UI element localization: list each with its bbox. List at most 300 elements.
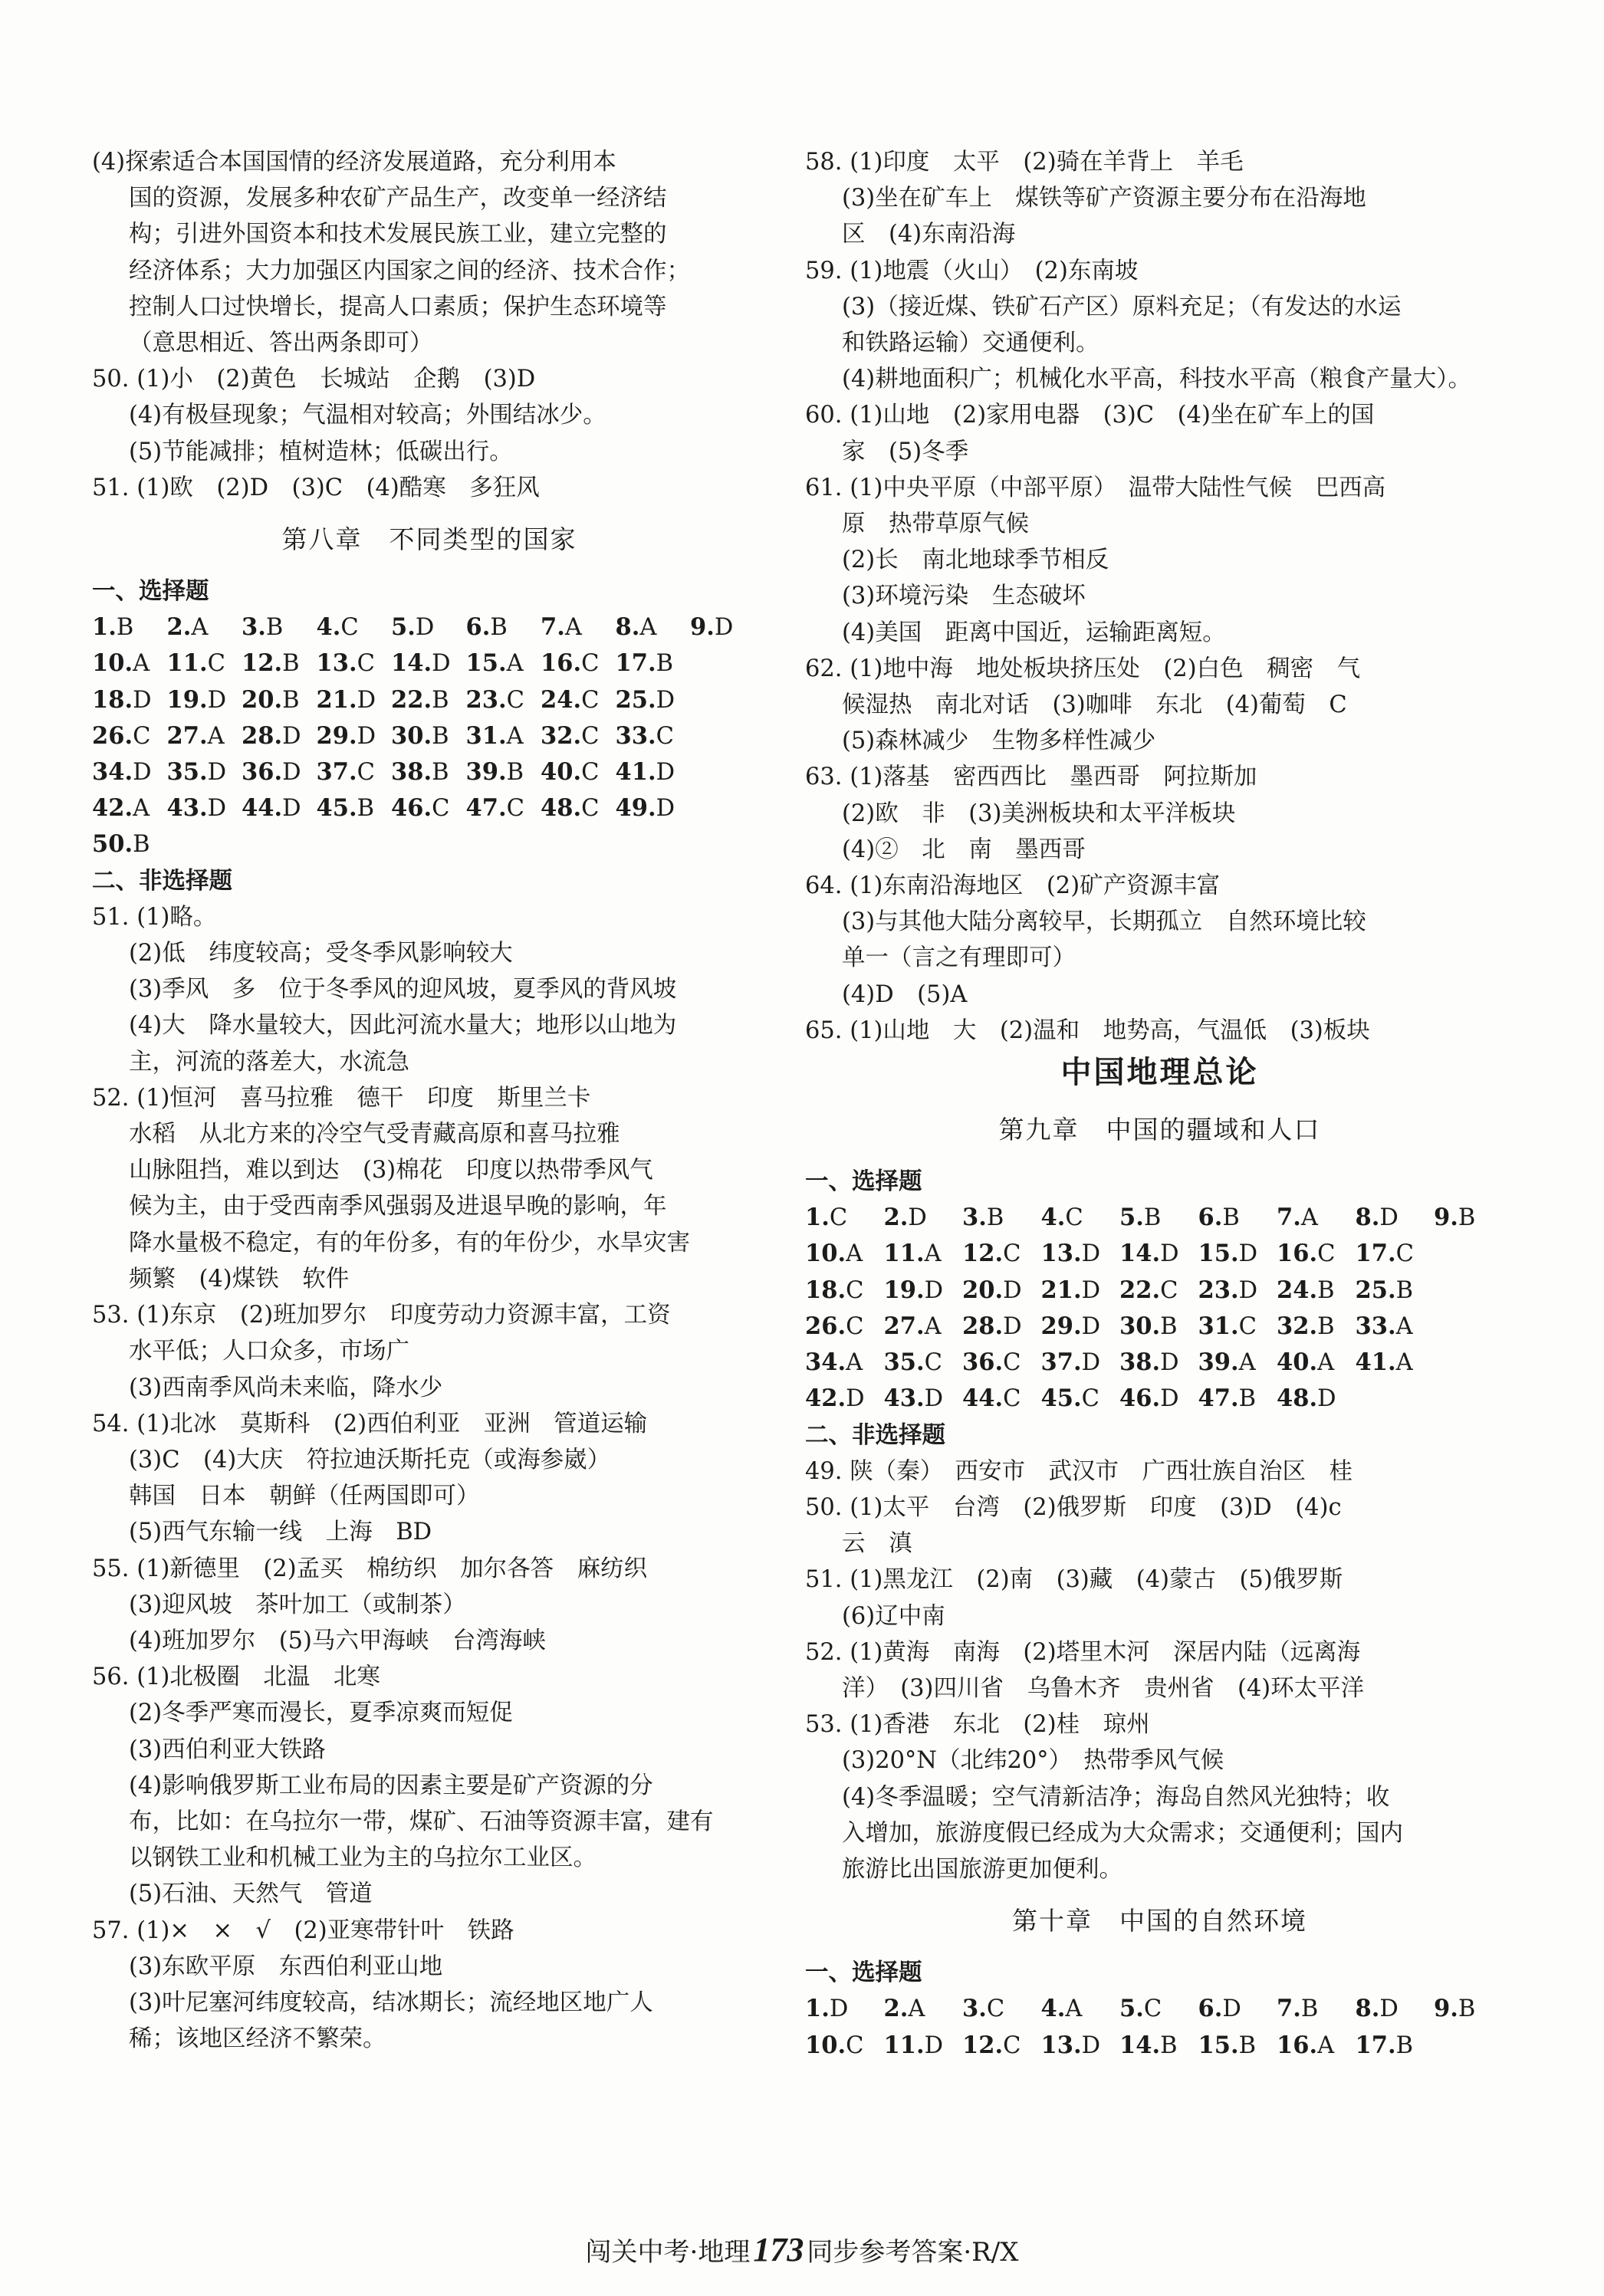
left-column (92, 144, 767, 2057)
choice-answer (884, 2028, 963, 2064)
question-number: 14. (1119, 2031, 1161, 2059)
question-lead: 62. (1)地中海 地处板块挤压处 (2)白色 稠密 气 (805, 655, 1361, 682)
answer-letter: D (1379, 1995, 1399, 2023)
answer-letter: D (1222, 1995, 1241, 2023)
choice-answer (884, 1273, 963, 1309)
answer-line: 稀；该地区经济不繁荣。 (129, 2025, 386, 2053)
question-number: 11. (883, 2031, 925, 2059)
question-number: 42. (92, 794, 133, 823)
choice-answer (1119, 1345, 1198, 1381)
choice-answer (1356, 1236, 1435, 1272)
choice-answer (92, 718, 167, 754)
answer-line: (3)20°N（北纬20°） 热带季风气候 (842, 1747, 1224, 1775)
answer-letter: C (846, 2032, 864, 2059)
answer-letter: D (207, 686, 227, 714)
answer-letter: C (340, 614, 359, 642)
question-number: 14. (1119, 1240, 1161, 1268)
question-number: 8. (1355, 1995, 1380, 2023)
section-heading: 一、选择题 (92, 578, 209, 606)
choice-answer (1277, 1991, 1356, 2027)
answer-letter: D (924, 2032, 944, 2059)
choice-answer (616, 609, 691, 645)
choice-answer (884, 1345, 963, 1381)
choice-answer (1356, 1200, 1435, 1236)
choice-row (805, 1309, 1514, 1345)
answer-line: 主，河流的落差大，水流急 (129, 1048, 409, 1076)
choice-answer (1119, 1381, 1198, 1417)
answer-letter: A (133, 650, 150, 678)
answer-letter: D (133, 759, 152, 787)
choice-answer (805, 1381, 884, 1417)
answer-letter: B (432, 722, 449, 750)
question-lead: 58. (1)印度 太平 (2)骑在羊背上 羊毛 (805, 149, 1244, 176)
answer-line: (5)节能减排；植树造林；低碳出行。 (129, 438, 513, 465)
choice-answer (1277, 1200, 1356, 1236)
choice-answer (962, 1345, 1041, 1381)
question-number: 18. (805, 1276, 846, 1304)
question-number: 4. (1040, 1995, 1066, 2023)
answer-line: 以钢铁工业和机械工业为主的乌拉尔工业区。 (129, 1844, 597, 1872)
question-number: 18. (92, 685, 133, 714)
question-number: 27. (883, 1312, 925, 1340)
answer-letter: C (432, 795, 450, 823)
answer-letter: D (415, 614, 435, 642)
question-number: 2. (883, 1204, 909, 1232)
choice-answer (317, 790, 392, 826)
answer-line: (5)森林减少 生物多样性减少 (842, 728, 1156, 755)
answer-line: 构；引进外国资本和技术发展民族工业，建立完整的 (129, 221, 667, 248)
question-number: 26. (805, 1312, 846, 1340)
question-number: 43. (883, 1384, 925, 1413)
answer-letter: C (986, 1995, 1005, 2023)
question-number: 1. (92, 613, 117, 642)
choice-answer (962, 1236, 1041, 1272)
question-number: 6. (1198, 1204, 1223, 1232)
question-number: 22. (391, 685, 432, 714)
choice-answer (92, 645, 167, 682)
answer-letter: B (1238, 2032, 1256, 2059)
question-lead: 64. (1)东南沿海地区 (2)矿产资源丰富 (805, 872, 1221, 900)
answer-letter: A (1238, 1349, 1256, 1377)
choice-answer (1041, 1381, 1120, 1417)
choice-answer (1198, 1200, 1277, 1236)
answer-letter: B (1222, 1204, 1240, 1232)
answer-letter: C (133, 722, 151, 750)
question-number: 44. (962, 1384, 1004, 1413)
answer-letter: A (908, 1995, 925, 2023)
question-number: 3. (962, 1995, 987, 2023)
section-heading: 一、选择题 (805, 1959, 922, 1987)
answer-line: (2)欧 非 (3)美洲板块和太平洋板块 (842, 800, 1236, 827)
choice-answer (805, 1200, 884, 1236)
answer-letter: A (1395, 1312, 1413, 1340)
answer-line: (2)低 纬度较高；受冬季风影响较大 (129, 940, 513, 967)
choice-row (92, 754, 767, 790)
question-number: 20. (242, 685, 283, 714)
choice-answer (805, 1236, 884, 1272)
question-number: 17. (1355, 1240, 1396, 1268)
answer-letter: D (133, 686, 152, 714)
question-number: 2. (883, 1995, 909, 2023)
choice-answer (1119, 1273, 1198, 1309)
answer-line: (4)班加罗尔 (5)马六甲海峡 台湾海峡 (129, 1627, 546, 1654)
answer-line: 单一（言之有理即可） (842, 944, 1076, 972)
footer-subtitle: 同步参考答案·R/X (807, 2237, 1019, 2268)
choice-answer (1198, 2028, 1277, 2064)
answer-letter: B (1317, 1312, 1335, 1340)
question-number: 7. (1277, 1204, 1301, 1232)
question-number: 41. (615, 758, 656, 787)
answer-line: (3)坐在矿车上 煤铁等矿产资源主要分布在沿海地 (842, 185, 1366, 212)
answer-letter: C (207, 650, 225, 678)
question-lead: 50. (1)太平 台湾 (2)俄罗斯 印度 (3)D (4)c (805, 1493, 1342, 1521)
choice-answer (391, 718, 466, 754)
answer-letter: D (282, 759, 301, 787)
answer-letter: D (924, 1276, 944, 1304)
answer-letter: D (1379, 1204, 1399, 1232)
choice-answer (616, 754, 691, 790)
answer-line: (4)美国 距离中国近，运输距离短。 (842, 619, 1226, 646)
answer-letter: A (564, 614, 582, 642)
section-heading: 一、选择题 (805, 1168, 922, 1196)
question-number: 5. (1119, 1204, 1144, 1232)
answer-line: 旅游比出国旅游更加便利。 (842, 1855, 1122, 1883)
choice-answer (805, 1991, 884, 2027)
question-number: 46. (391, 794, 432, 823)
choice-answer (466, 609, 541, 645)
answer-line: (4)冬季温暖；空气清新洁净；海岛自然风光独特；收 (842, 1783, 1390, 1811)
choice-answer (616, 790, 691, 826)
choice-answer (167, 790, 242, 826)
answer-line: (4)大 降水量较大，因此河流水量大；地形以山地为 (129, 1012, 677, 1040)
question-number: 12. (962, 1240, 1004, 1268)
choice-answer (1119, 1309, 1198, 1345)
answer-letter: C (357, 759, 375, 787)
question-lead: 59. (1)地震（火山） (2)东南坡 (805, 257, 1139, 284)
answer-letter: D (846, 1385, 865, 1413)
question-number: 24. (541, 685, 582, 714)
answer-line: 候湿热 南北对话 (3)咖啡 东北 (4)葡萄 C (842, 691, 1347, 719)
question-number: 4. (1040, 1204, 1066, 1232)
answer-letter: D (1317, 1385, 1336, 1413)
question-number: 16. (1277, 2031, 1318, 2059)
question-number: 1. (805, 1204, 830, 1232)
choice-answer (1198, 1381, 1277, 1417)
choice-answer (466, 790, 541, 826)
question-number: 27. (166, 721, 208, 750)
choice-answer (1277, 1345, 1356, 1381)
question-number: 36. (962, 1348, 1004, 1377)
answer-letter: D (357, 686, 376, 714)
answer-line: 和铁路运输）交通便利。 (842, 330, 1099, 357)
answer-letter: A (1317, 2032, 1335, 2059)
question-lead: 54. (1)北冰 莫斯科 (2)西伯利亚 亚洲 管道运输 (92, 1410, 648, 1437)
choice-answer (541, 682, 616, 718)
answer-letter: A (1395, 1349, 1413, 1377)
answer-letter: B (357, 795, 374, 823)
choice-answer (242, 718, 317, 754)
answer-letter: D (829, 1995, 849, 2023)
question-number: 33. (615, 721, 656, 750)
question-number: 11. (883, 1240, 925, 1268)
answer-letter: C (581, 795, 600, 823)
answer-line: 布，比如：在乌拉尔一带，煤矿、石油等资源丰富，建有 (129, 1808, 714, 1835)
answer-letter: B (265, 614, 284, 642)
question-number: 36. (242, 758, 283, 787)
answer-line: 家 (5)冬季 (842, 438, 969, 465)
answer-letter: B (1395, 1276, 1413, 1304)
choice-answer (1198, 1991, 1277, 2027)
choice-answer (1198, 1345, 1277, 1381)
question-number: 8. (1355, 1204, 1380, 1232)
choice-answer (1041, 1200, 1120, 1236)
answer-line: 入增加，旅游度假已经成为大众需求；交通便利；国内 (842, 1819, 1403, 1847)
choice-answer (466, 645, 541, 682)
answer-letter: A (1065, 1995, 1083, 2023)
question-number: 1. (805, 1995, 830, 2023)
question-number: 2. (166, 613, 192, 642)
choice-answer (317, 682, 392, 718)
answer-letter: B (490, 614, 508, 642)
question-number: 31. (1198, 1312, 1239, 1340)
answer-line: 洋） (3)四川省 乌鲁木齐 贵州省 (4)环太平洋 (842, 1674, 1365, 1702)
question-lead: 49. 陕（秦） 西安市 武汉市 广西壮族自治区 桂 (805, 1457, 1353, 1485)
choice-answer (466, 682, 541, 718)
question-number: 6. (465, 613, 491, 642)
choice-answer (167, 754, 242, 790)
question-number: 45. (1040, 1384, 1082, 1413)
answer-letter: B (116, 614, 134, 642)
question-lead: 53. (1)香港 东北 (2)桂 琼州 (805, 1711, 1150, 1739)
answer-letter: D (1003, 1312, 1022, 1340)
answer-letter: C (1003, 1385, 1021, 1413)
answer-line: 候为主，由于受西南季风强弱及进退早晚的影响，年 (129, 1193, 667, 1220)
choice-row (805, 1345, 1514, 1381)
answer-letter: D (924, 1385, 944, 1413)
choice-answer (317, 754, 392, 790)
section-heading: 二、非选择题 (92, 867, 232, 895)
question-number: 32. (1277, 1312, 1318, 1340)
choice-answer (92, 754, 167, 790)
answer-letter: B (133, 831, 150, 859)
question-number: 38. (1119, 1348, 1161, 1377)
choice-answer (1277, 2028, 1356, 2064)
question-number: 34. (92, 758, 133, 787)
question-number: 39. (465, 758, 507, 787)
answer-line: 经济体系；大力加强区内国家之间的经济、技术合作； (129, 257, 690, 284)
answer-letter: B (1458, 1204, 1476, 1232)
answer-letter: C (1395, 1240, 1414, 1268)
question-number: 50. (92, 830, 133, 859)
choice-answer (1119, 1991, 1198, 2027)
answer-letter: D (1160, 1385, 1179, 1413)
choice-answer (317, 609, 392, 645)
question-number: 11. (166, 649, 208, 678)
choice-row (92, 609, 767, 645)
choice-answer (167, 682, 242, 718)
answer-letter: C (581, 759, 600, 787)
question-number: 37. (1040, 1348, 1082, 1377)
question-number: 46. (1119, 1384, 1161, 1413)
question-number: 13. (316, 649, 357, 678)
answer-line: (3)迎风坡 茶叶加工（或制茶） (129, 1591, 466, 1618)
answer-letter: A (924, 1312, 942, 1340)
choice-answer (1356, 1991, 1435, 2027)
question-number: 12. (962, 2031, 1004, 2059)
answer-letter: B (432, 686, 449, 714)
choice-row (805, 1236, 1514, 1272)
answer-letter: D (1160, 1240, 1179, 1268)
choice-answer (616, 718, 691, 754)
answer-letter: D (432, 650, 451, 678)
answer-letter: B (986, 1204, 1004, 1232)
choice-answer (1356, 1345, 1435, 1381)
answer-letter: A (639, 614, 657, 642)
choice-answer (242, 682, 317, 718)
answer-letter: C (1003, 2032, 1021, 2059)
answer-letter: D (714, 614, 734, 642)
answer-line: (5)石油、天然气 管道 (129, 1880, 373, 1908)
choice-answer (1198, 1236, 1277, 1272)
question-number: 37. (316, 758, 357, 787)
answer-line: (3)西南季风尚未来临，降水少 (129, 1374, 443, 1401)
answer-letter: D (1081, 2032, 1101, 2059)
question-number: 19. (883, 1276, 925, 1304)
choice-answer (962, 1309, 1041, 1345)
answer-line: (4)有极昼现象；气温相对较高；外围结冰少。 (129, 402, 606, 429)
answer-letter: C (357, 650, 375, 678)
choice-answer (1041, 1236, 1120, 1272)
choice-answer (805, 1309, 884, 1345)
answer-line: (3)东欧平原 东西伯利亚山地 (129, 1953, 443, 1980)
choice-answer (962, 2028, 1041, 2064)
answer-letter: B (1395, 2032, 1413, 2059)
question-lead: 55. (1)新德里 (2)孟买 棉纺织 加尔各答 麻纺织 (92, 1555, 648, 1582)
question-number: 29. (316, 721, 357, 750)
choice-row (805, 1991, 1514, 2027)
answer-letter: C (829, 1204, 848, 1232)
answer-letter: A (924, 1240, 942, 1268)
question-number: 17. (1355, 2031, 1396, 2059)
choice-row (92, 718, 767, 754)
question-number: 23. (465, 685, 507, 714)
question-lead: 50. (1)小 (2)黄色 长城站 企鹅 (3)D (92, 366, 536, 393)
choice-answer (884, 1309, 963, 1345)
question-number: 10. (805, 2031, 846, 2059)
question-number: 40. (1277, 1348, 1318, 1377)
question-number: 8. (615, 613, 640, 642)
choice-answer (317, 718, 392, 754)
question-number: 38. (391, 758, 432, 787)
answer-line: (3)叶尼塞河纬度较高，结冰期长；流经地区地广人 (129, 1989, 653, 2016)
answer-letter: D (1238, 1240, 1258, 1268)
choice-answer (167, 718, 242, 754)
answer-letter: C (1317, 1240, 1336, 1268)
answer-letter: D (282, 722, 301, 750)
question-number: 19. (166, 685, 208, 714)
answer-line: (6)辽中南 (842, 1602, 945, 1630)
choice-answer (391, 609, 466, 645)
question-number: 16. (541, 649, 582, 678)
question-number: 21. (1040, 1276, 1082, 1304)
chapter-title: 第十章 中国的自然环境 (1012, 1906, 1307, 1936)
answer-letter: B (282, 650, 300, 678)
answer-letter: D (656, 795, 675, 823)
answer-letter: C (1238, 1312, 1257, 1340)
answer-line: 山脉阻挡，难以到达 (3)棉花 印度以热带季风气 (129, 1157, 653, 1184)
answer-letter: B (1300, 1995, 1319, 2023)
answer-line: 频繁 (4)煤铁 软件 (129, 1265, 350, 1293)
choice-answer (1277, 1236, 1356, 1272)
question-lead: 60. (1)山地 (2)家用电器 (3)C (4)坐在矿车上的国 (805, 402, 1375, 429)
question-number: 41. (1355, 1348, 1396, 1377)
question-number: 14. (391, 649, 432, 678)
page-number: 173 (753, 2231, 804, 2268)
answer-letter: B (1238, 1385, 1256, 1413)
choice-answer (1198, 1309, 1277, 1345)
answer-letter: B (1317, 1276, 1335, 1304)
answer-letter: D (908, 1204, 927, 1232)
choice-answer (1041, 1273, 1120, 1309)
choice-answer (541, 609, 616, 645)
question-number: 48. (541, 794, 582, 823)
question-number: 47. (1198, 1384, 1239, 1413)
answer-letter: C (581, 686, 600, 714)
question-lead: 56. (1)北极圈 北温 北寒 (92, 1664, 380, 1691)
choice-answer (962, 1273, 1041, 1309)
question-number: 3. (962, 1204, 987, 1232)
choice-row (805, 2028, 1514, 2064)
question-number: 9. (1434, 1204, 1458, 1232)
question-number: 26. (92, 721, 133, 750)
question-lead: 52. (1)黄海 南海 (2)塔里木河 深居内陆（远离海 (805, 1638, 1361, 1666)
answer-letter: D (357, 722, 376, 750)
answer-letter: D (1160, 1349, 1179, 1377)
answer-line: (2)冬季严寒而漫长，夏季凉爽而短促 (129, 1700, 513, 1727)
question-number: 5. (1119, 1995, 1144, 2023)
question-number: 48. (1277, 1384, 1318, 1413)
footer-book-title: 闯关中考·地理 (585, 2237, 751, 2268)
choice-answer (541, 645, 616, 682)
answer-letter: A (1317, 1349, 1335, 1377)
choice-answer (962, 1381, 1041, 1417)
choice-answer (805, 1345, 884, 1381)
question-number: 24. (1277, 1276, 1318, 1304)
answer-line: (4)耕地面积广；机械化水平高，科技水平高（粮食产量大）。 (842, 366, 1471, 393)
question-number: 30. (1119, 1312, 1161, 1340)
answer-line: (4)D (5)A (842, 980, 968, 1008)
choice-answer (884, 1236, 963, 1272)
right-column (805, 144, 1514, 2064)
question-lead: 63. (1)落基 密西西比 墨西哥 阿拉斯加 (805, 764, 1257, 791)
choice-answer (1277, 1273, 1356, 1309)
choice-answer (541, 718, 616, 754)
choice-answer (1356, 1309, 1435, 1345)
question-number: 28. (962, 1312, 1004, 1340)
choice-answer (167, 645, 242, 682)
choice-row (805, 1200, 1514, 1236)
question-number: 15. (465, 649, 507, 678)
choice-answer (92, 609, 167, 645)
answer-line: (2)长 南北地球季节相反 (842, 547, 1109, 574)
answer-letter: A (846, 1349, 863, 1377)
answer-letter: D (207, 795, 227, 823)
answer-letter: C (846, 1312, 864, 1340)
answer-letter: D (656, 759, 675, 787)
choice-answer (1198, 1273, 1277, 1309)
question-number: 7. (541, 613, 565, 642)
choice-answer (317, 645, 392, 682)
